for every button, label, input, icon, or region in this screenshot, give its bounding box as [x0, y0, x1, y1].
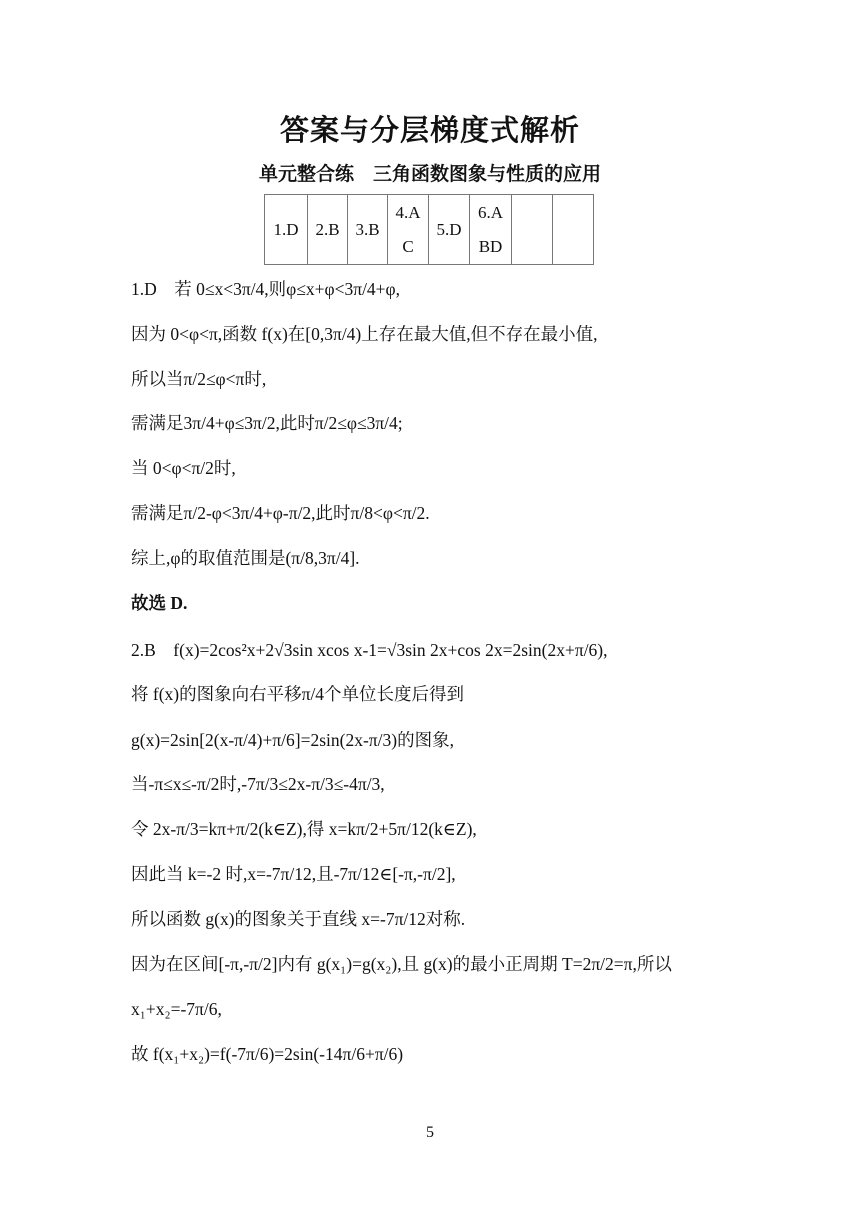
solution-line: 2.B f(x)=2cos²x+2√3sin xcos x-1=√3sin 2x+cos 2x=2sin(2x+π/6), [131, 640, 608, 660]
answer-cell [512, 195, 553, 265]
answer-cell: 2.B [308, 195, 348, 265]
answer-cell: 6.ABD [470, 195, 512, 265]
solution-line: 将 f(x)的图象向右平移π/4个单位长度后得到 [131, 684, 465, 704]
solution-line: 当-π≤x≤-π/2时,-7π/3≤2x-π/3≤-4π/3, [131, 774, 385, 794]
solution-line: 因此当 k=-2 时,x=-7π/12,且-7π/12∈[-π,-π/2], [131, 864, 456, 884]
answer-cell: 1.D [265, 195, 308, 265]
solution-line: 因为在区间[-π,-π/2]内有 g(x₁)=g(x₂),且 g(x)的最小正周期 T=2π/2=π,所以 [131, 954, 672, 974]
solution-line: 所以函数 g(x)的图象关于直线 x=-7π/12对称. [131, 909, 466, 929]
page-number: 5 [426, 1124, 434, 1141]
page-title: 答案与分层梯度式解析 [279, 113, 580, 147]
solution-line: 当 0<φ<π/2时, [131, 458, 236, 478]
answer-cell: 3.B [348, 195, 388, 265]
answer-cell: 4.AC [388, 195, 429, 265]
solution-line: 故 f(x₁+x₂)=f(-7π/6)=2sin(-14π/6+π/6) [131, 1044, 404, 1064]
solution-line: 综上,φ的取值范围是(π/8,3π/4]. [131, 548, 360, 568]
answer-table [264, 194, 594, 265]
solution-line: 需满足3π/4+φ≤3π/2,此时π/2≤φ≤3π/4; [131, 413, 403, 433]
answer-cell [553, 195, 594, 265]
solution-line: 需满足π/2-φ<3π/4+φ-π/2,此时π/8<φ<π/2. [131, 503, 430, 523]
solution-line: 所以当π/2≤φ<π时, [131, 369, 267, 389]
conclusion-line: 故选 D. [131, 593, 188, 613]
solution-line: g(x)=2sin[2(x-π/4)+π/6]=2sin(2x-π/3)的图象, [131, 730, 454, 750]
solution-line: x₁+x₂=-7π/6, [131, 999, 222, 1019]
solution-line: 1.D 若 0≤x<3π/4,则φ≤x+φ<3π/4+φ, [131, 279, 401, 299]
answer-cell: 5.D [429, 195, 470, 265]
solution-line: 令 2x-π/3=kπ+π/2(k∈Z),得 x=kπ/2+5π/12(k∈Z), [131, 819, 477, 839]
solution-line: 因为 0<φ<π,函数 f(x)在[0,3π/4)上存在最大值,但不存在最小值, [131, 324, 598, 344]
section-subtitle: 单元整合练 三角函数图象与性质的应用 [258, 163, 601, 185]
